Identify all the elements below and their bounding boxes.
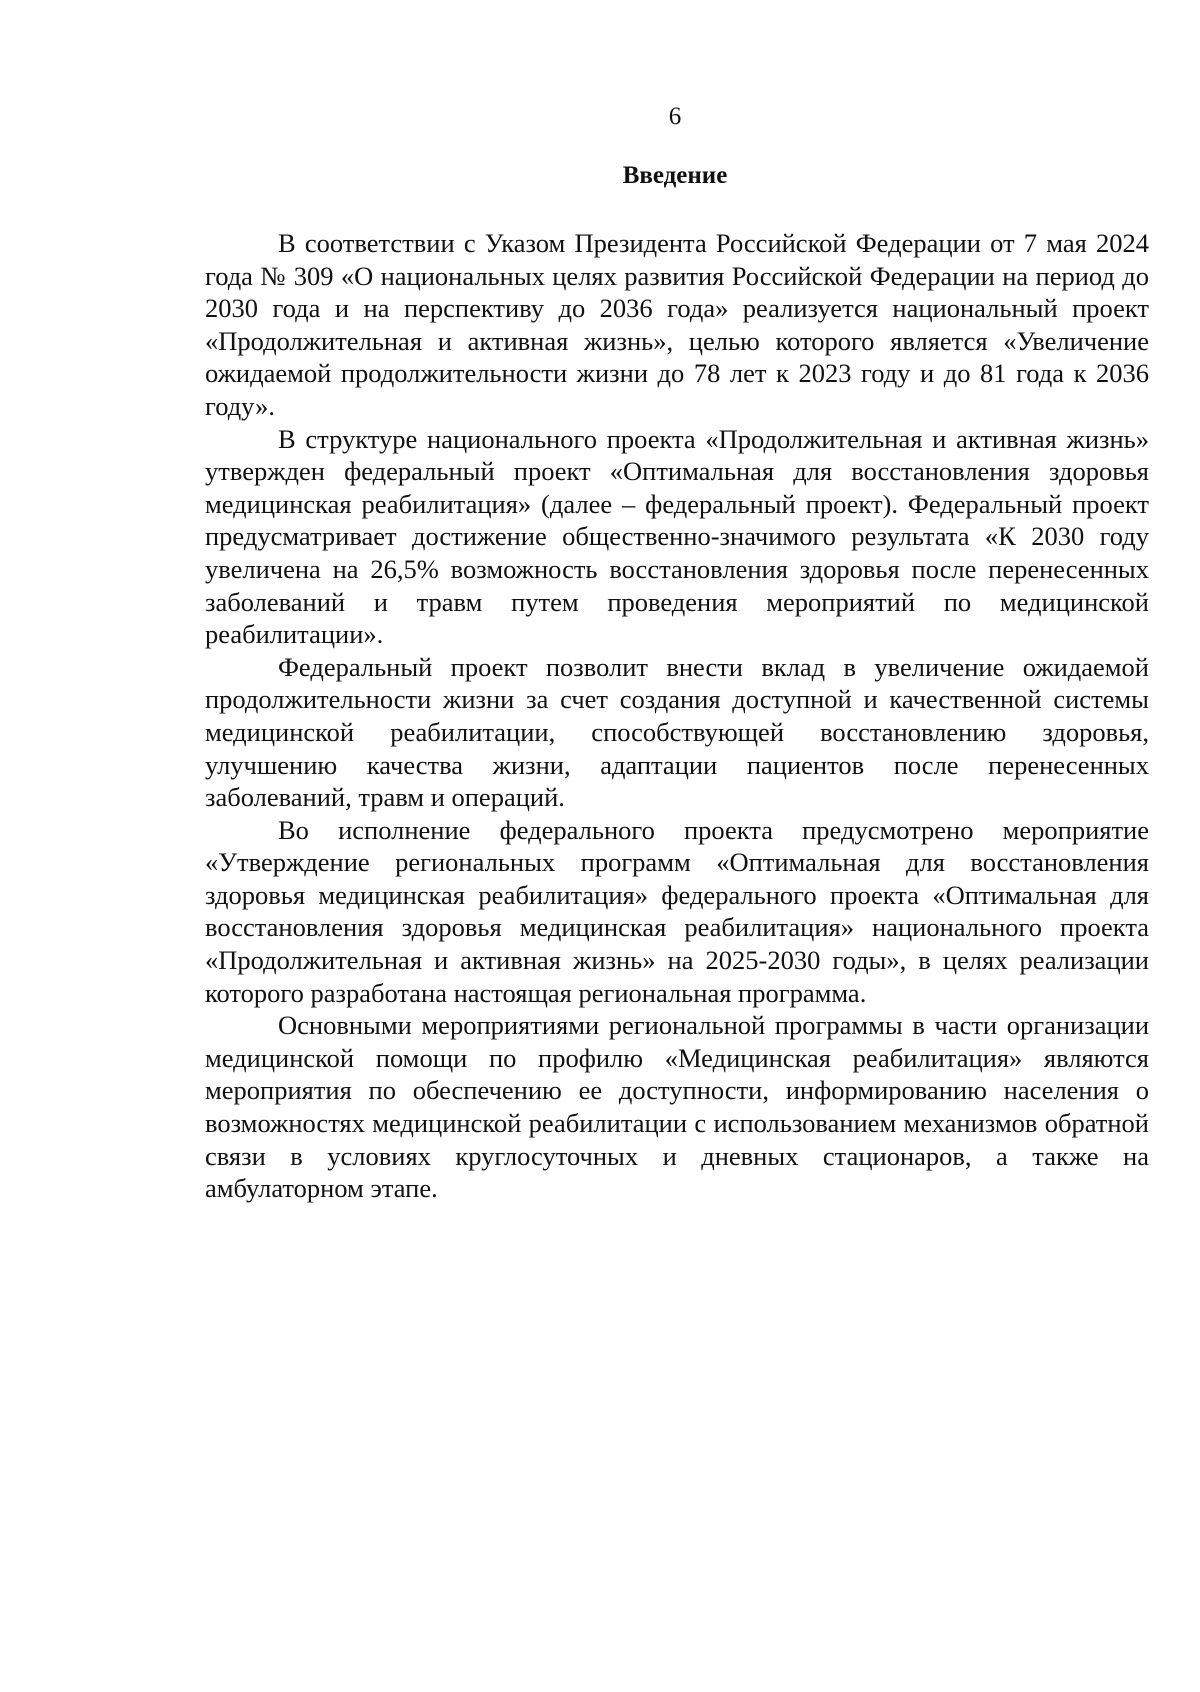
paragraph: Федеральный проект позволит внести вклад в увеличение ожидаемой продолжительности жизни за счет создания доступной и качественной системы медицинской реабилитации, способствующей восстановлению здоровья, улучшению качества жизни, адаптации пациентов после перенесенных заболеваний, травм и операций.	[205, 651, 1149, 813]
paragraph: В структуре национального проекта «Продолжительная и активная жизнь» утвержден федеральный проект «Оптимальная для восстановления здоровья медицинская реабилитация» (далее – федеральный проект). Федеральный проект предусматривает достижение общественно-значимого результата «К 2030 году увеличена на 26,5% возможность восстановления здоровья после перенесенных заболеваний и травм путем проведения мероприятий по медицинской реабилитации».	[205, 423, 1149, 650]
section-heading: Введение	[622, 162, 728, 189]
paragraph: В соответствии с Указом Президента Российской Федерации от 7 мая 2024 года № 309 «О национальных целях развития Российской Федерации на период до 2030 года и на перспективу до 2036 года» реализуется национальный проект «Продолжительная и активная жизнь», целью которого является «Увеличение ожидаемой продолжительности жизни до 78 лет к 2023 году и до 81 года к 2036 году».	[205, 228, 1149, 421]
body-text	[205, 227, 1149, 1205]
paragraph: Основными мероприятиями региональной программы в части организации медицинской помощи по профилю «Медицинская реабилитация» являются мероприятия по обеспечению ее доступности, информированию населения о возможностях медицинской реабилитации с использованием механизмов обратной связи в условиях круглосуточных и дневных стационаров, а также на амбулаторном этапе.	[205, 1010, 1149, 1204]
paragraph: Во исполнение федерального проекта предусмотрено мероприятие «Утверждение региональных программ «Оптимальная для восстановления здоровья медицинская реабилитация» федерального проекта «Оптимальная для восстановления здоровья медицинская реабилитация» национального проекта «Продолжительная и активная жизнь» на 2025-2030 годы», в целях реализации которого разработана настоящая региональная программа.	[205, 814, 1149, 1008]
page-number: 6	[668, 103, 682, 130]
